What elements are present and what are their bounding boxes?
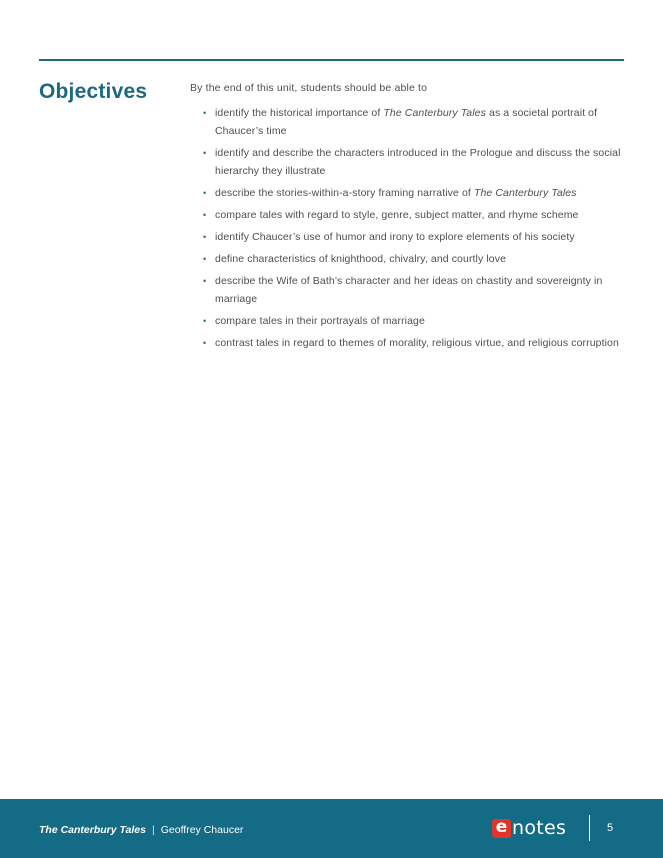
section-title: Objectives — [39, 80, 148, 103]
objective-item: • contrast tales in regard to themes of morality, religious virtue, and religious corruption — [203, 334, 628, 352]
bullet-icon: • — [203, 338, 207, 348]
objective-item: • describe the stories-within-a-story framing narrative of The Canterbury Tales — [203, 184, 628, 202]
footer-separator: | — [151, 824, 155, 836]
logo-text: notes — [512, 817, 567, 839]
bullet-icon: • — [203, 316, 207, 326]
footer-work-title: The Canterbury Tales — [39, 824, 146, 836]
footer-author: Geoffrey Chaucer — [160, 824, 244, 836]
bullet-icon: • — [203, 276, 207, 286]
enotes-logo — [492, 817, 566, 839]
objectives-list — [203, 104, 628, 356]
logo-e-icon: e — [492, 819, 511, 838]
bullet-icon: • — [203, 108, 207, 118]
bullet-icon: • — [203, 210, 207, 220]
objective-item: • identify the historical importance of The Canterbury Tales as a societal portrait of Chaucer’s time — [203, 104, 628, 140]
objective-item: • identify Chaucer’s use of humor and irony to explore elements of his society — [203, 228, 628, 246]
footer-divider — [589, 815, 590, 841]
objective-item: • compare tales with regard to style, genre, subject matter, and rhyme scheme — [203, 206, 628, 224]
objective-item: • compare tales in their portrayals of marriage — [203, 312, 628, 330]
bullet-icon: • — [203, 232, 207, 242]
top-rule — [39, 59, 624, 61]
bullet-icon: • — [203, 254, 207, 264]
page-footer — [0, 799, 663, 858]
objective-item: • identify and describe the characters introduced in the Prologue and discuss the social hierarchy they illustrate — [203, 144, 628, 180]
objective-item: • describe the Wife of Bath’s character and her ideas on chastity and sovereignty in marriage — [203, 272, 628, 308]
bullet-icon: • — [203, 148, 207, 158]
objectives-intro: By the end of this unit, students should be able to — [190, 82, 428, 94]
footer-title — [39, 824, 243, 836]
page-number: 5 — [607, 822, 614, 834]
objective-item: • define characteristics of knighthood, chivalry, and courtly love — [203, 250, 628, 268]
bullet-icon: • — [203, 188, 207, 198]
